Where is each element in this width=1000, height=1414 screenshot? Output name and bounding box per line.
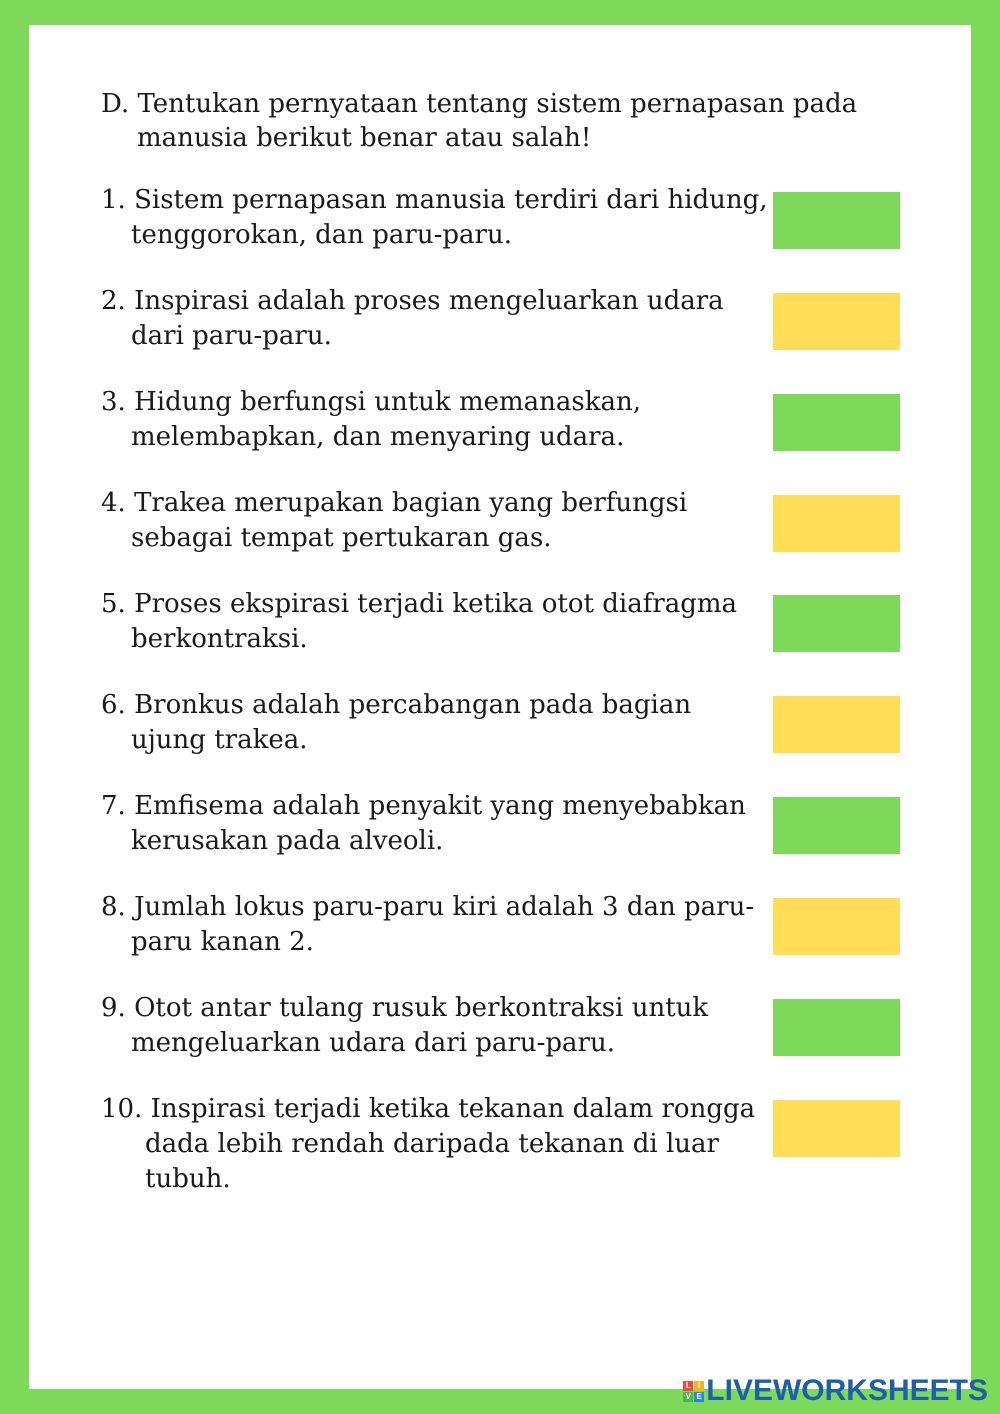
question-text-line-1: Jumlah lokus paru-paru kiri adalah 3 dan paru- xyxy=(134,892,755,922)
answer-box-9[interactable] xyxy=(773,999,900,1056)
answer-box-10[interactable] xyxy=(773,1100,900,1157)
answer-box-1[interactable] xyxy=(773,192,900,249)
question-text-line-1: Sistem pernapasan manusia terdiri dari hidung, xyxy=(134,185,768,215)
question-text-line-2: dari paru-paru. xyxy=(131,321,332,351)
answer-box-3[interactable] xyxy=(773,394,900,451)
logo-mark-letter: E xyxy=(694,1392,704,1402)
question-text-line-2: kerusakan pada alveoli. xyxy=(131,826,444,856)
worksheet-page xyxy=(29,25,971,1389)
question-5 xyxy=(101,587,781,657)
question-3 xyxy=(101,385,781,455)
heading-line-2: manusia berikut benar atau salah! xyxy=(137,123,592,153)
question-number: 1. xyxy=(101,185,126,215)
question-number: 9. xyxy=(101,993,126,1023)
question-1 xyxy=(101,183,781,253)
question-number: 5. xyxy=(101,589,126,619)
question-number: 4. xyxy=(101,488,126,518)
question-text-line-2: dada lebih rendah daripada tekanan di luar xyxy=(145,1129,719,1159)
question-text-line-3: tubuh. xyxy=(145,1164,231,1194)
question-text-line-1: Inspirasi terjadi ketika tekanan dalam rongga xyxy=(150,1094,756,1124)
question-text-line-1: Hidung berfungsi untuk memanaskan, xyxy=(134,387,642,417)
question-10 xyxy=(101,1092,781,1197)
question-text-line-2: paru kanan 2. xyxy=(131,927,314,957)
question-text-line-1: Inspirasi adalah proses mengeluarkan udara xyxy=(134,286,724,316)
answer-box-4[interactable] xyxy=(773,495,900,552)
question-text-line-2: sebagai tempat pertukaran gas. xyxy=(131,523,552,553)
logo-mark-letter: V xyxy=(683,1392,693,1402)
answer-box-2[interactable] xyxy=(773,293,900,350)
logo-text: LIVEWORKSHEETS xyxy=(706,1374,988,1407)
answer-box-7[interactable] xyxy=(773,797,900,854)
question-number: 2. xyxy=(101,286,126,316)
question-number: 8. xyxy=(101,892,126,922)
heading-line-1: D. Tentukan pernyataan tentang sistem pernapasan pada xyxy=(101,89,858,119)
answer-box-6[interactable] xyxy=(773,696,900,753)
question-text-line-2: mengeluarkan udara dari paru-paru. xyxy=(131,1028,615,1058)
answer-box-8[interactable] xyxy=(773,898,900,955)
liveworksheets-logo xyxy=(683,1374,988,1408)
question-6 xyxy=(101,688,781,758)
question-4 xyxy=(101,486,781,556)
question-number: 6. xyxy=(101,690,126,720)
logo-mark-letter: I xyxy=(694,1381,704,1391)
question-number: 7. xyxy=(101,791,126,821)
question-text-line-2: ujung trakea. xyxy=(131,725,308,755)
liveworksheets-logo-mark-icon xyxy=(683,1381,704,1402)
question-9 xyxy=(101,991,781,1061)
question-text-line-1: Emfisema adalah penyakit yang menyebabkan xyxy=(134,791,746,821)
question-text-line-1: Trakea merupakan bagian yang berfungsi xyxy=(134,488,688,518)
question-text-line-2: melembapkan, dan menyaring udara. xyxy=(131,422,625,452)
question-text-line-2: berkontraksi. xyxy=(131,624,308,654)
question-2 xyxy=(101,284,781,354)
section-heading xyxy=(101,87,861,155)
question-7 xyxy=(101,789,781,859)
question-text-line-1: Otot antar tulang rusuk berkontraksi untuk xyxy=(134,993,709,1023)
question-text-line-2: tenggorokan, dan paru-paru. xyxy=(131,220,512,250)
question-8 xyxy=(101,890,781,960)
question-text-line-1: Bronkus adalah percabangan pada bagian xyxy=(134,690,692,720)
logo-mark-letter: L xyxy=(683,1381,693,1391)
answer-box-5[interactable] xyxy=(773,595,900,652)
question-number: 10. xyxy=(101,1094,143,1124)
question-number: 3. xyxy=(101,387,126,417)
question-text-line-1: Proses ekspirasi terjadi ketika otot diafragma xyxy=(134,589,738,619)
